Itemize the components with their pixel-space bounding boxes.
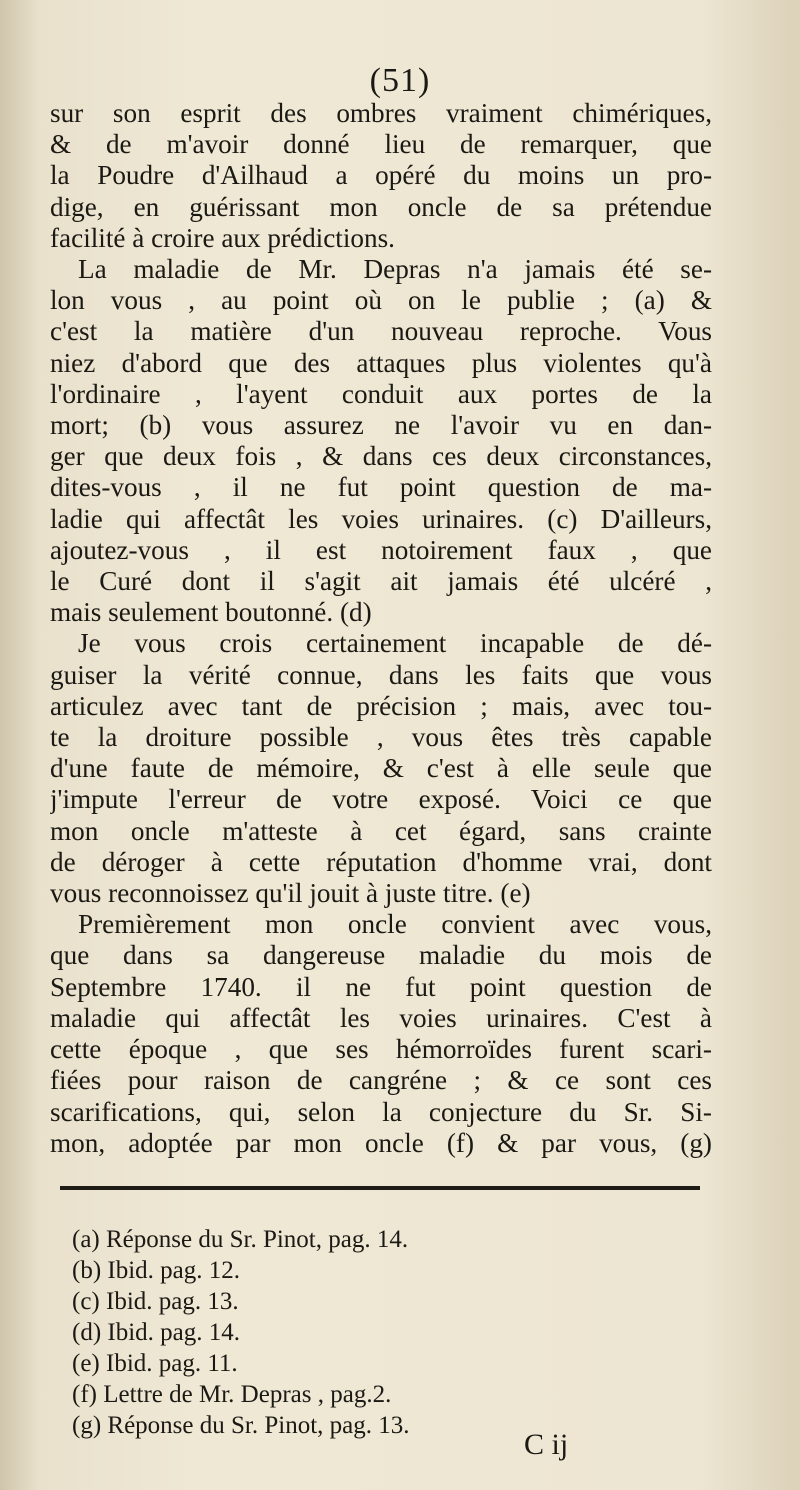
- footnote: (g) Réponse du Sr. Pinot, pag. 13.: [72, 1412, 410, 1439]
- footnote: (d) Ibid. pag. 14.: [72, 1319, 241, 1346]
- text-line: ger que deux fois , & dans ces deux circonstances,: [50, 441, 712, 472]
- text-line: c'est la matière d'un nouveau reproche. Vous: [50, 316, 712, 347]
- text-line: dige, en guérissant mon oncle de sa prétendue: [50, 191, 712, 222]
- text-line: j'impute l'erreur de votre exposé. Voici ce que: [50, 784, 712, 815]
- footnote: (a) Réponse du Sr. Pinot, pag. 14.: [72, 1226, 409, 1253]
- text-line: sur son esprit des ombres vraiment chimériques,: [50, 98, 712, 128]
- text-line: te la droiture possible , vous êtes très capable: [50, 722, 712, 753]
- footnote: (e) Ibid. pag. 11.: [72, 1350, 238, 1377]
- footnote: (c) Ibid. pag. 13.: [72, 1288, 239, 1315]
- text-line: l'ordinaire , l'ayent conduit aux portes de la: [50, 378, 712, 409]
- text-line: le Curé dont il s'agit ait jamais été ulcéré ,: [50, 566, 712, 597]
- footnote: (f) Lettre de Mr. Depras , pag.2.: [72, 1381, 392, 1408]
- text-line: ajoutez-vous , il est notoirement faux , que: [50, 534, 712, 565]
- text-line: articulez avec tant de précision ; mais, avec tou-: [50, 690, 712, 721]
- text-line: guiser la vérité connue, dans les faits que vous: [50, 659, 712, 690]
- text-line: que dans sa dangereuse maladie du mois de: [50, 940, 712, 971]
- text-line: d'une faute de mémoire, & c'est à elle seule que: [50, 753, 712, 784]
- signature-mark: C ij: [524, 1428, 569, 1461]
- text-line: & de m'avoir donné lieu de remarquer, que: [50, 129, 712, 160]
- text-line: facilité à croire aux prédictions.: [50, 222, 395, 253]
- text-line: ladie qui affectât les voies urinaires. (c) D'ailleurs,: [50, 503, 712, 534]
- main-text: [50, 98, 712, 1159]
- text-line: mais seulement boutonné. (d): [50, 597, 372, 628]
- text-line: la Poudre d'Ailhaud a opéré du moins un pro-: [50, 160, 712, 191]
- text-line: lon vous , au point où on le publie ; (a) &: [50, 285, 712, 316]
- text-line: dites-vous , il ne fut point question de ma-: [50, 472, 712, 503]
- footnote-divider: [60, 1186, 700, 1190]
- text-line: Septembre 1740. il ne fut point question de: [50, 971, 712, 1002]
- text-line: Premièrement mon oncle convient avec vous,: [78, 909, 712, 940]
- text-line: mon oncle m'atteste à cet égard, sans crainte: [50, 815, 712, 846]
- text-line: Je vous crois certainement incapable de dé-: [78, 628, 712, 659]
- text-line: niez d'abord que des attaques plus violentes qu'à: [50, 347, 712, 378]
- text-line: fiées pour raison de cangréne ; & ce sont ces: [50, 1065, 712, 1096]
- page-number: (51): [369, 62, 431, 99]
- text-line: scarifications, qui, selon la conjecture du Sr. Si-: [50, 1096, 712, 1127]
- footnote: (b) Ibid. pag. 12.: [72, 1257, 241, 1284]
- text-line: maladie qui affectât les voies urinaires. C'est à: [50, 1002, 712, 1033]
- text-line: mon, adoptée par mon oncle (f) & par vous, (g): [50, 1127, 712, 1158]
- text-line: de déroger à cette réputation d'homme vrai, dont: [50, 846, 712, 877]
- text-line: mort; (b) vous assurez ne l'avoir vu en dan-: [50, 410, 712, 441]
- text-line: cette époque , que ses hémorroïdes furent scari-: [50, 1034, 712, 1065]
- text-line: La maladie de Mr. Depras n'a jamais été se-: [78, 254, 712, 285]
- footnotes: [72, 1224, 692, 1441]
- text-line: vous reconnoissez qu'il jouit à juste titre. (e): [50, 878, 531, 909]
